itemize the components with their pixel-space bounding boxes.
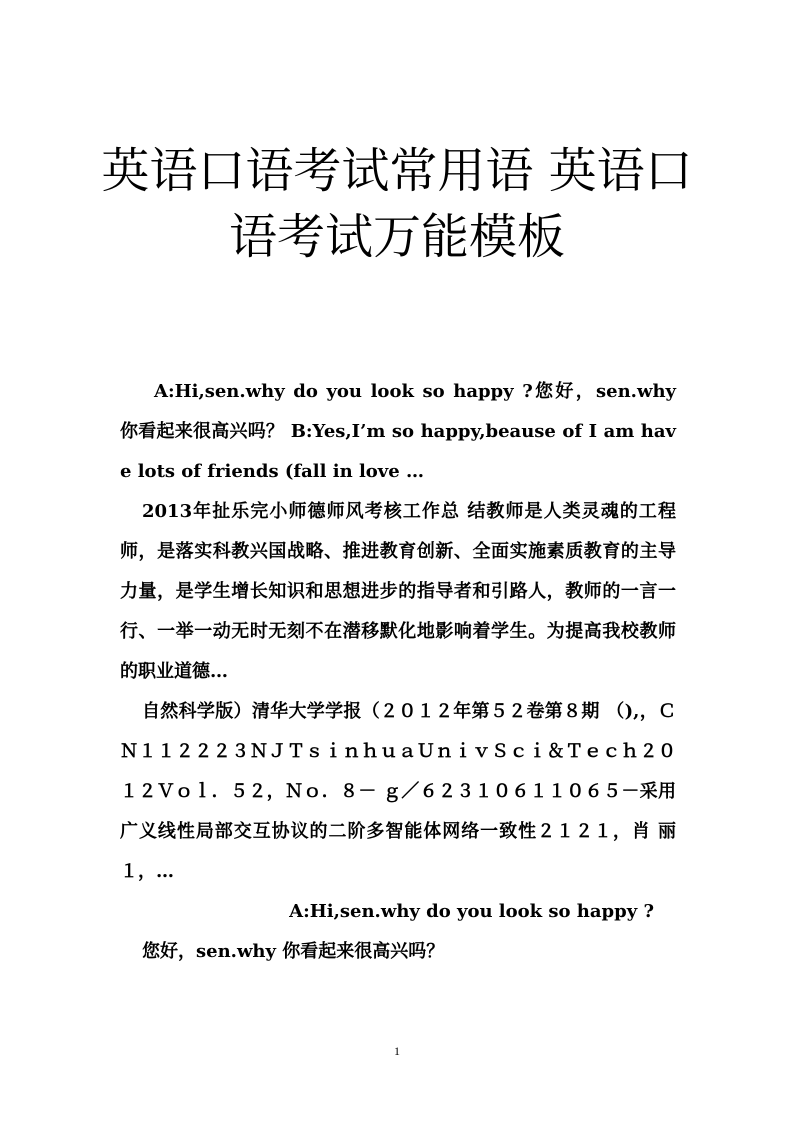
paragraph-teacher-ethics: 2013年扯乐完小师德师风考核工作总 结教师是人类灵魂的工程师，是落实科教兴国战略、推进教育创新、全面实施素质教育的主导力量，是学生增长知识和思想进步的指导者和引路人，教师的一言一行、一举一动无时无刻不在潜移默化地影响着学生。为提高我校教师的职业道德… xyxy=(120,501,676,682)
paragraph-dialogue-intro: A:Hi,sen.why do you look so happy ?您好，sen.why 你看起来很高兴吗？ B:Yes,I’m so happy,beause of I am have lots of friends (fall in love … xyxy=(120,381,676,482)
page-number: 1 xyxy=(394,1044,400,1058)
document-title: 英语口语考试常用语 英语口语考试万能模板 xyxy=(101,143,693,265)
paragraph-journal-citation: 自然科学版）清华大学学报（２０１２年第５２卷第８期 （),，ＣＮ１１２２２３ＮＪＴｓｉｎｈｕａＵｎｉｖＳｃｉ＆Ｔｅｃｈ２０１２Ｖｏｌ．５２，Ｎｏ．８－ ｇ／６２３１０６１１０６５－采用广义线性局部交互协议的二阶多智能体网络一致性２１２１，肖 丽１，… xyxy=(120,701,676,882)
paragraph-dialogue-repeat: A:Hi,sen.why do you look so happy ? xyxy=(289,901,654,922)
paragraph-dialogue-translation: 您好，sen.why 你看起来很高兴吗？ xyxy=(142,941,445,962)
document-body xyxy=(120,372,676,972)
